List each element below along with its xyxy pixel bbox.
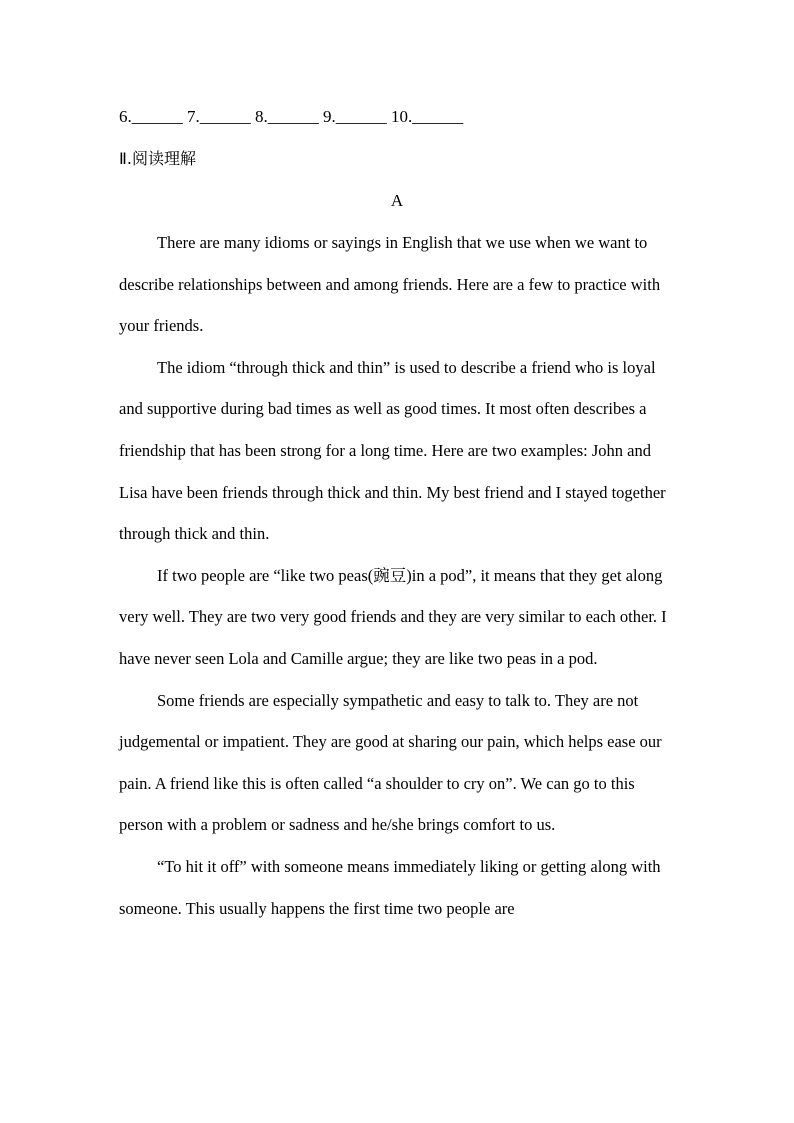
answer-blanks-line: 6.______ 7.______ 8.______ 9.______ 10.______ [119,107,464,126]
paragraph-3: If two people are “like two peas(豌豆)in a pod”, it means that they get along very well. They are two very good friends and they are very similar to each other. I have never seen Lola and Camille argue; they are like two peas in a pod. [119,565,667,668]
section-heading: Ⅱ.阅读理解 [119,149,196,168]
reading-passage [119,222,679,929]
passage-label: A [390,191,404,210]
paragraph-1: There are many idioms or sayings in English that we use when we want to describe relationships between and among friends. Here are a few to practice with your friends. [119,233,661,336]
paragraph-2: The idiom “through thick and thin” is used to describe a friend who is loyal and supportive during bad times as well as good times. It most often describes a friendship that has been strong for a long time. Here are two examples: John and Lisa have been friends through thick and thin. My best friend and I stayed together through thick and thin. [119,357,666,544]
paragraph-5: “To hit it off” with someone means immediately liking or getting along with someone. This usually happens the first time two people are [119,856,661,918]
paragraph-4: Some friends are especially sympathetic and easy to talk to. They are not judgemental or impatient. They are good at sharing our pain, which helps ease our pain. A friend like this is often called “a shoulder to cry on”. We can go to this person with a problem or sadness and he/she brings comfort to us. [119,690,662,835]
